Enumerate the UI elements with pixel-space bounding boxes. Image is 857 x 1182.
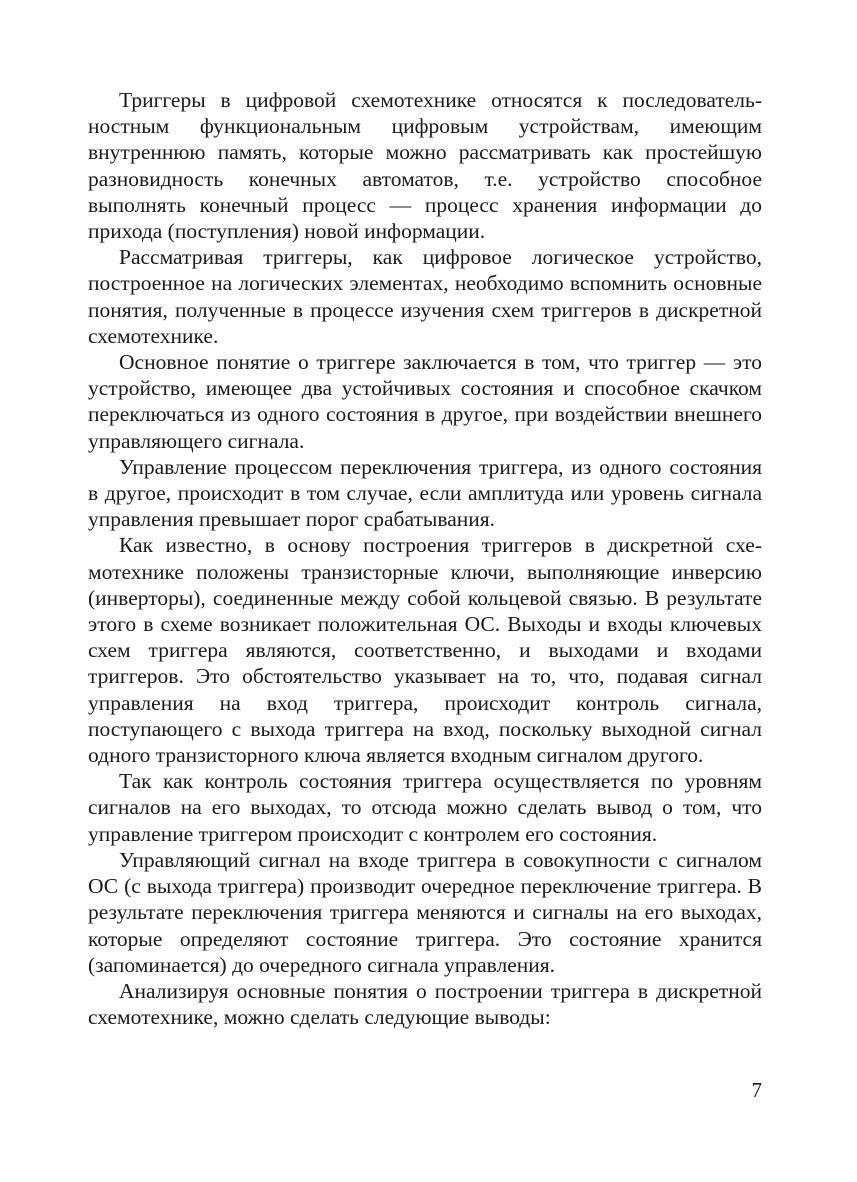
- paragraph-5: Как известно, в основу построения триггеров в дискретной схемотехнике положены транзисторные ключи, выполняющие инверсию (инверторы), соединенные между собой кольцевой связью. В результате этого в схеме возникает положительная ОС. Выходы и входы ключевых схем триггера являются, соответственно, и выходами и входами триггеров. Это обстоятельство указывает на то, что, подавая сигнал управления на вход триггера, происходит контроль сигнала, поступающего с выхода триггера на вход, поскольку выходной сигнал одного транзисторного ключа является входным сигналом другого.: [88, 533, 762, 768]
- paragraph-3: Основное понятие о триггере заключается в том, что триггер — это устройство, имеющее два устойчивых состояния и способное скачком переключаться из одного состояния в другое, при воздействии внешнего управляющего сигнала.: [88, 350, 762, 453]
- paragraph-8: Анализируя основные понятия о построении триггера в дискретной схемотехнике, можно сделать следующие выводы:: [88, 978, 762, 1030]
- paragraph-7: Управляющий сигнал на входе триггера в совокупности с сигналом ОС (с выхода триггера) производит очередное переключение триггера. В результате переключения триггера меняются и сигналы на его выходах, которые определяют состояние триггера. Это состояние хранится (запоминается) до очередного сигнала управления.: [88, 847, 762, 977]
- paragraph-4: Управление процессом переключения триггера, из одного состояния в другое, происходит в том случае, если амплитуда или уровень сигнала управления превышает порог срабатывания.: [88, 454, 762, 532]
- body-text: [88, 87, 762, 1030]
- paragraph-6: Так как контроль состояния триггера осуществляется по уровням сигналов на его выходах, то отсюда можно сделать вывод о том, что управление триггером происходит с контролем его состояния.: [88, 769, 762, 846]
- paragraph-1: Триггеры в цифровой схемотехнике относятся к последовательностным функциональным цифровым устройствам, имеющим внутреннюю память, которые можно рассматривать как простейшую разновидность конечных автоматов, т.е. устройство способное выполнять конечный процесс — процесс хранения информации до прихода (поступления) новой информации.: [88, 88, 762, 244]
- paragraph-2: Рассматривая триггеры, как цифровое логическое устройство, построенное на логических элементах, необходимо вспомнить основные понятия, полученные в процессе изучения схем триггеров в дискретной схемотехнике.: [88, 245, 762, 348]
- page-number: 7: [751, 1078, 762, 1102]
